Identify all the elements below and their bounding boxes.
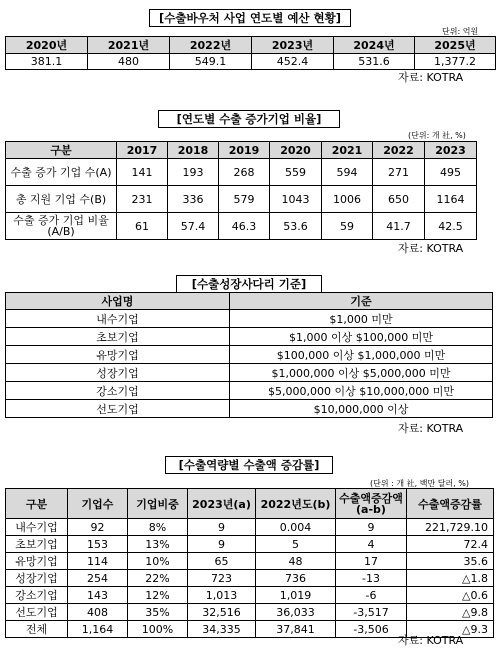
ratio-row-label: 수출 증가 기업 비율(A/B) <box>6 213 117 240</box>
ratio-cell: 1006 <box>322 186 373 213</box>
growth-name-cell: 초보기업 <box>6 536 68 553</box>
growth-y2022-cell: 36,033 <box>256 604 336 621</box>
ladder-row <box>6 400 493 418</box>
growth-name-cell: 유망기업 <box>6 553 68 570</box>
budget-header-cell: 2025년 <box>415 37 496 54</box>
growth-header-cell: 기업비중 <box>128 489 188 519</box>
growth-y2023-cell: 65 <box>188 553 256 570</box>
growth-rate-cell: △0.6 <box>407 587 494 604</box>
budget-title: [수출바우처 사업 연도별 예산 현황] <box>149 9 351 27</box>
growth-y2022-cell: 37,841 <box>256 621 336 638</box>
budget-header-cell: 2022년 <box>170 37 252 54</box>
growth-rate-cell: 35.6 <box>407 553 494 570</box>
ladder-title: [수출성장사다리 기준] <box>176 275 322 293</box>
ratio-table <box>5 141 477 240</box>
growth-unit: (단위 : 개 社, 백만 달러, %) <box>370 479 469 488</box>
ladder-table <box>5 292 493 418</box>
growth-share-cell: 22% <box>128 570 188 587</box>
growth-y2022-cell: 5 <box>256 536 336 553</box>
ladder-row <box>6 310 493 328</box>
ratio-cell: 495 <box>425 159 477 186</box>
budget-table <box>5 36 496 70</box>
ratio-row-a <box>6 159 477 186</box>
growth-y2022-cell: 0.004 <box>256 519 336 536</box>
ladder-criterion-cell: $10,000,000 이상 <box>230 400 493 418</box>
ladder-name-cell: 성장기업 <box>6 364 230 382</box>
ratio-cell: 231 <box>117 186 168 213</box>
ratio-header-cell: 2018 <box>168 142 219 159</box>
ratio-unit: (단위: 개 社, %) <box>408 131 466 140</box>
budget-header-cell: 2021년 <box>88 37 170 54</box>
budget-header-cell: 2024년 <box>334 37 415 54</box>
ratio-header-cell: 2023 <box>425 142 477 159</box>
growth-header-cell: 2023년(a) <box>188 489 256 519</box>
growth-header-cell: 구분 <box>6 489 68 519</box>
ratio-cell: 271 <box>373 159 425 186</box>
ladder-row <box>6 328 493 346</box>
growth-header-cell: 기업수 <box>68 489 128 519</box>
ratio-header-cell: 2021 <box>322 142 373 159</box>
growth-rate-cell: 72.4 <box>407 536 494 553</box>
ratio-source: 자료: KOTRA <box>398 242 464 255</box>
growth-y2023-cell: 1,013 <box>188 587 256 604</box>
budget-unit: 단위: 억원 <box>442 27 479 36</box>
ladder-source: 자료: KOTRA <box>398 422 464 435</box>
ladder-criterion-cell: $100,000 이상 $1,000,000 미만 <box>230 346 493 364</box>
growth-share-cell: 35% <box>128 604 188 621</box>
ladder-row <box>6 346 493 364</box>
growth-diff-cell: 17 <box>336 553 407 570</box>
growth-row <box>6 553 494 570</box>
growth-count-cell: 92 <box>68 519 128 536</box>
ratio-cell: 594 <box>322 159 373 186</box>
ratio-cell: 579 <box>219 186 270 213</box>
ratio-cell: 53.6 <box>270 213 322 240</box>
ladder-criterion-cell: $5,000,000 이상 $10,000,000 미만 <box>230 382 493 400</box>
growth-rate-cell: △1.8 <box>407 570 494 587</box>
growth-share-cell: 10% <box>128 553 188 570</box>
ratio-header-cell: 구분 <box>6 142 117 159</box>
growth-share-cell: 13% <box>128 536 188 553</box>
growth-header-cell: 2022년도(b) <box>256 489 336 519</box>
growth-y2023-cell: 9 <box>188 536 256 553</box>
ratio-cell: 336 <box>168 186 219 213</box>
growth-count-cell: 114 <box>68 553 128 570</box>
budget-value-cell: 1,377.2 <box>415 54 496 70</box>
growth-header-cell: 수출액증감률 <box>407 489 494 519</box>
ladder-name-cell: 내수기업 <box>6 310 230 328</box>
ratio-header-row <box>6 142 477 159</box>
ratio-cell: 268 <box>219 159 270 186</box>
budget-header-cell: 2023년 <box>252 37 334 54</box>
ratio-cell: 1043 <box>270 186 322 213</box>
ladder-criterion-cell: $1,000 이상 $100,000 미만 <box>230 328 493 346</box>
growth-name-cell: 선도기업 <box>6 604 68 621</box>
ladder-criterion-cell: $1,000,000 이상 $5,000,000 미만 <box>230 364 493 382</box>
ratio-header-cell: 2022 <box>373 142 425 159</box>
ladder-header-row <box>6 293 493 310</box>
budget-value-cell: 549.1 <box>170 54 252 70</box>
ratio-header-cell: 2019 <box>219 142 270 159</box>
ratio-title: [연도별 수출 증가기업 비율] <box>158 110 340 128</box>
budget-value-row <box>6 54 496 70</box>
growth-diff-cell: 4 <box>336 536 407 553</box>
growth-name-cell: 전체 <box>6 621 68 638</box>
growth-share-cell: 8% <box>128 519 188 536</box>
growth-row <box>6 587 494 604</box>
growth-diff-cell: -3,506 <box>336 621 407 638</box>
growth-rate-cell: 221,729.10 <box>407 519 494 536</box>
ladder-header-cell: 기준 <box>230 293 493 310</box>
ratio-row-label: 총 지원 기업 수(B) <box>6 186 117 213</box>
ladder-name-cell: 초보기업 <box>6 328 230 346</box>
growth-name-cell: 강소기업 <box>6 587 68 604</box>
ratio-cell: 193 <box>168 159 219 186</box>
growth-count-cell: 153 <box>68 536 128 553</box>
growth-name-cell: 성장기업 <box>6 570 68 587</box>
growth-y2023-cell: 723 <box>188 570 256 587</box>
ratio-cell: 42.5 <box>425 213 477 240</box>
ratio-row-label: 수출 증가 기업 수(A) <box>6 159 117 186</box>
growth-y2022-cell: 736 <box>256 570 336 587</box>
growth-rate-cell: △9.8 <box>407 604 494 621</box>
budget-value-cell: 531.6 <box>334 54 415 70</box>
growth-table <box>5 488 494 638</box>
growth-share-cell: 12% <box>128 587 188 604</box>
growth-y2022-cell: 48 <box>256 553 336 570</box>
growth-count-cell: 1,164 <box>68 621 128 638</box>
ratio-cell: 141 <box>117 159 168 186</box>
budget-header-row <box>6 37 496 54</box>
growth-share-cell: 100% <box>128 621 188 638</box>
ladder-name-cell: 선도기업 <box>6 400 230 418</box>
growth-count-cell: 408 <box>68 604 128 621</box>
growth-count-cell: 254 <box>68 570 128 587</box>
ladder-name-cell: 유망기업 <box>6 346 230 364</box>
growth-y2022-cell: 1,019 <box>256 587 336 604</box>
ratio-cell: 650 <box>373 186 425 213</box>
ladder-header-cell: 사업명 <box>6 293 230 310</box>
growth-row <box>6 519 494 536</box>
ladder-criterion-cell: $1,000 미만 <box>230 310 493 328</box>
growth-source: 자료: KOTRA <box>398 634 464 647</box>
growth-diff-cell: -6 <box>336 587 407 604</box>
ratio-cell: 41.7 <box>373 213 425 240</box>
growth-row <box>6 570 494 587</box>
growth-header-cell: 수출액증감액 (a-b) <box>336 489 407 519</box>
ratio-header-cell: 2017 <box>117 142 168 159</box>
ladder-row <box>6 382 493 400</box>
budget-header-cell: 2020년 <box>6 37 88 54</box>
budget-source: 자료: KOTRA <box>398 71 464 84</box>
growth-rate-cell: △9.3 <box>407 621 494 638</box>
ladder-row <box>6 364 493 382</box>
growth-header-row <box>6 489 494 519</box>
budget-value-cell: 381.1 <box>6 54 88 70</box>
growth-y2023-cell: 34,335 <box>188 621 256 638</box>
growth-name-cell: 내수기업 <box>6 519 68 536</box>
growth-diff-cell: -3,517 <box>336 604 407 621</box>
budget-value-cell: 452.4 <box>252 54 334 70</box>
growth-count-cell: 143 <box>68 587 128 604</box>
growth-y2023-cell: 9 <box>188 519 256 536</box>
growth-row <box>6 604 494 621</box>
ratio-cell: 61 <box>117 213 168 240</box>
growth-y2023-cell: 32,516 <box>188 604 256 621</box>
growth-title: [수출역량별 수출액 증감률] <box>165 456 333 474</box>
ladder-name-cell: 강소기업 <box>6 382 230 400</box>
ratio-cell: 559 <box>270 159 322 186</box>
ratio-cell: 57.4 <box>168 213 219 240</box>
ratio-row-ab <box>6 213 477 240</box>
ratio-cell: 1164 <box>425 186 477 213</box>
growth-diff-cell: -13 <box>336 570 407 587</box>
budget-value-cell: 480 <box>88 54 170 70</box>
growth-row <box>6 536 494 553</box>
ratio-header-cell: 2020 <box>270 142 322 159</box>
ratio-row-b <box>6 186 477 213</box>
ratio-cell: 46.3 <box>219 213 270 240</box>
ratio-cell: 59 <box>322 213 373 240</box>
growth-diff-cell: 9 <box>336 519 407 536</box>
